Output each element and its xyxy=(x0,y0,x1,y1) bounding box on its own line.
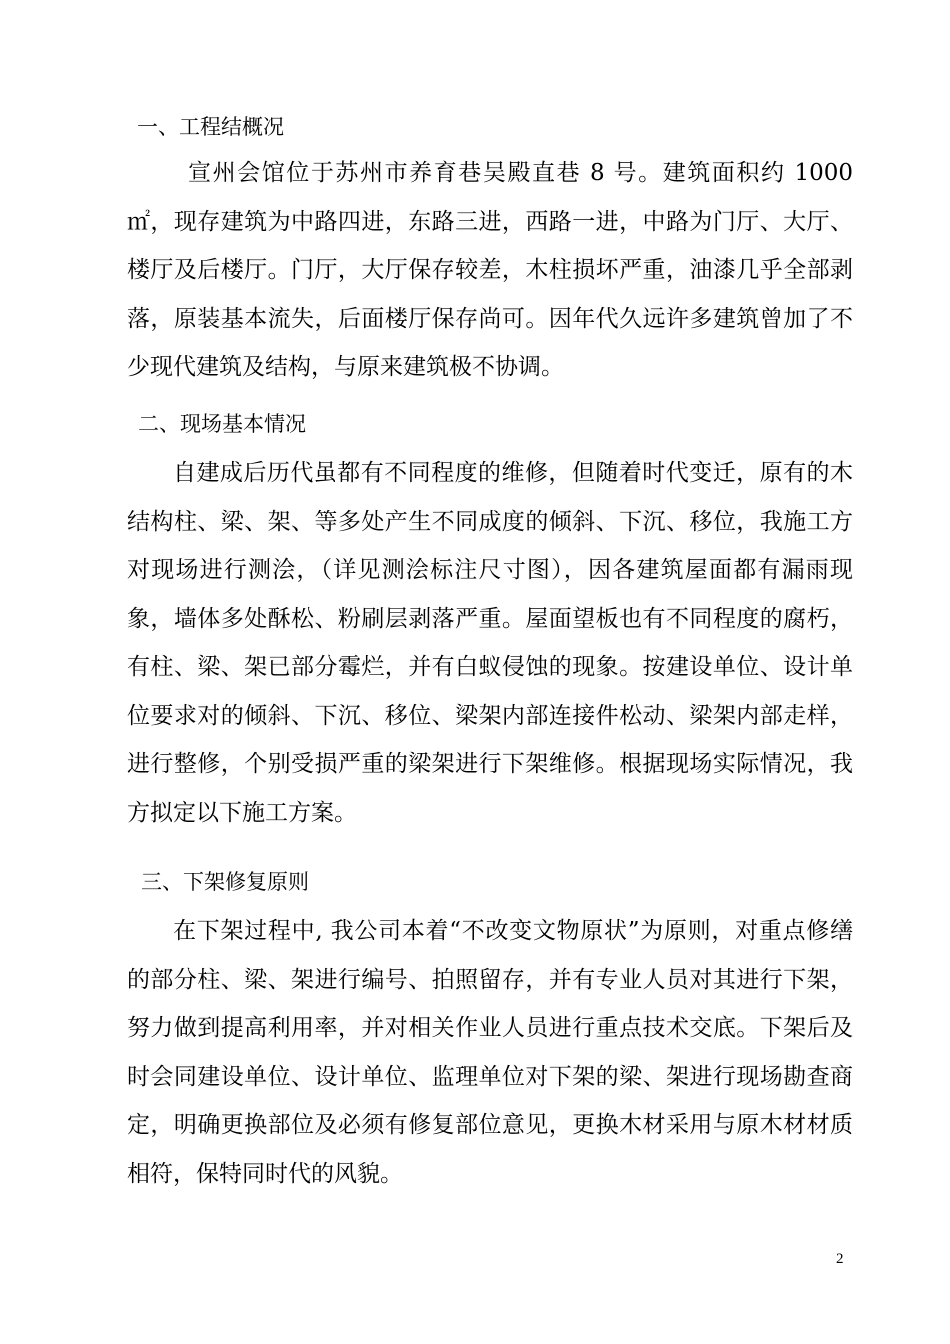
section-paragraph-dismantle-principles: 在下架过程中, 我公司本着“不改变文物原状”为原则，对重点修缮的部分柱、梁、架进行编号、拍照留存，并有专业人员对其进行下架，努力做到提高利用率，并对相关作业人员进行重点技术交底。下架后及时会同建设单位、设计单位、监理单位对下架的梁、架进行现场勘查商定，明确更换部位及必须有修复部位意见，更换木材采用与原木材材质相符，保特同时代的风貌。 xyxy=(127,918,853,1187)
section-paragraph-site-conditions: 自建成后历代虽都有不同程度的维修，但随着时代变迁，原有的木结构柱、梁、架、等多处产生不同成度的倾斜、下沉、移位，我施工方对现场进行测浍，（详见测浍标注尺寸图），因各建筑屋面都有漏雨现象，墙体多处酥松、粉刷层剥落严重。屋面望板也有不同程度的腐朽，有柱、梁、架已部分霉烂，并有白蚁侵蚀的现象。按建设单位、设计单位要求对的倾斜、下沉、移位、梁架内部连接件松动、梁架内部走样，进行整修，个别受损严重的梁架进行下架维修。根据现场实际情况，我方拟定以下施工方案。 xyxy=(127,460,853,826)
section-heading-dismantle-principles: 三、下架修复原则 xyxy=(141,870,309,894)
section-paragraph-overview: 宣州会馆位于苏州市养育巷吴殿直巷 8 号。建筑面积约 1000 ㎡，现存建筑为中路四进，东路三进，西路一进，中路为门厅、大厅、楼厅及后楼厅。门厅，大厅保存较差，木柱损坏严重，油漆几乎全部剥落，原装基本流失，后面楼厅保存尚可。因年代久远许多建筑曾加了不少现代建筑及结构，与原来建筑极不协调。 xyxy=(127,160,853,380)
section-heading-overview: 一、工程结概况 xyxy=(137,115,284,139)
section-heading-site-conditions: 二、现场基本情况 xyxy=(138,412,306,436)
page-number: 2 xyxy=(836,1251,844,1267)
